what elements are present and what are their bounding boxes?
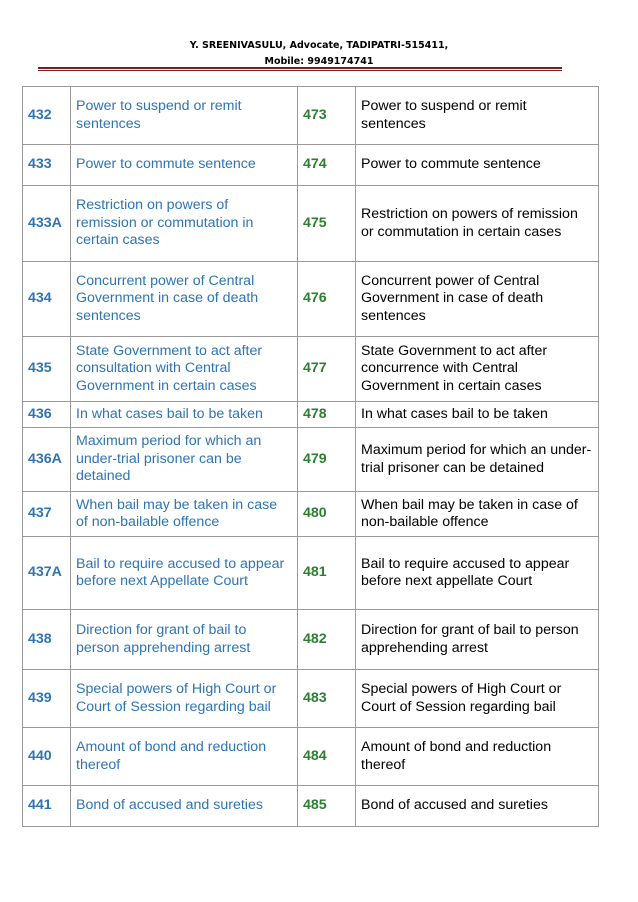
old-section-number: 432: [23, 87, 71, 145]
old-section-title: Bond of accused and sureties: [71, 786, 298, 827]
new-section-title: Amount of bond and reduction thereof: [356, 728, 599, 786]
table-row: [23, 786, 599, 827]
table-row: [23, 728, 599, 786]
new-section-number: 477: [298, 337, 356, 402]
new-section-title: Power to commute sentence: [356, 145, 599, 186]
header-divider: [38, 67, 562, 71]
new-section-number: 483: [298, 670, 356, 728]
new-section-number: 479: [298, 428, 356, 492]
old-section-title: Maximum period for which an under-trial prisoner can be detained: [71, 428, 298, 492]
table-row: [23, 610, 599, 670]
old-section-number: 433A: [23, 186, 71, 262]
new-section-number: 482: [298, 610, 356, 670]
old-section-title: Amount of bond and reduction thereof: [71, 728, 298, 786]
table-row: [23, 428, 599, 492]
new-section-number: 485: [298, 786, 356, 827]
section-comparison-table: [22, 86, 599, 827]
old-section-number: 433: [23, 145, 71, 186]
old-section-number: 441: [23, 786, 71, 827]
table-row: [23, 262, 599, 337]
new-section-title: Concurrent power of Central Government in case of death sentences: [356, 262, 599, 337]
old-section-number: 440: [23, 728, 71, 786]
old-section-title: Special powers of High Court or Court of Session regarding bail: [71, 670, 298, 728]
old-section-title: State Government to act after consultation with Central Government in certain cases: [71, 337, 298, 402]
old-section-number: 436: [23, 402, 71, 428]
new-section-number: 475: [298, 186, 356, 262]
new-section-title: Special powers of High Court or Court of Session regarding bail: [356, 670, 599, 728]
new-section-number: 476: [298, 262, 356, 337]
new-section-title: Bail to require accused to appear before next appellate Court: [356, 537, 599, 610]
old-section-title: Power to commute sentence: [71, 145, 298, 186]
old-section-number: 437A: [23, 537, 71, 610]
old-section-title: Restriction on powers of remission or commutation in certain cases: [71, 186, 298, 262]
new-section-title: Restriction on powers of remission or commutation in certain cases: [356, 186, 599, 262]
new-section-title: Power to suspend or remit sentences: [356, 87, 599, 145]
new-section-number: 484: [298, 728, 356, 786]
new-section-number: 481: [298, 537, 356, 610]
new-section-number: 473: [298, 87, 356, 145]
new-section-title: When bail may be taken in case of non-bailable offence: [356, 492, 599, 537]
new-section-title: Bond of accused and sureties: [356, 786, 599, 827]
table-row: [23, 337, 599, 402]
table-row: [23, 87, 599, 145]
old-section-number: 439: [23, 670, 71, 728]
table-row: [23, 537, 599, 610]
new-section-number: 478: [298, 402, 356, 428]
header-line-2: Mobile: 9949174741: [264, 56, 374, 67]
old-section-number: 436A: [23, 428, 71, 492]
table-row: [23, 402, 599, 428]
old-section-title: Bail to require accused to appear before next Appellate Court: [71, 537, 298, 610]
old-section-title: When bail may be taken in case of non-bailable offence: [71, 492, 298, 537]
old-section-number: 437: [23, 492, 71, 537]
header-line-1: Y. SREENIVASULU, Advocate, TADIPATRI-515411,: [189, 40, 449, 51]
table-row: [23, 492, 599, 537]
old-section-title: Direction for grant of bail to person apprehending arrest: [71, 610, 298, 670]
old-section-title: Power to suspend or remit sentences: [71, 87, 298, 145]
new-section-number: 480: [298, 492, 356, 537]
new-section-number: 474: [298, 145, 356, 186]
new-section-title: In what cases bail to be taken: [356, 402, 599, 428]
page-header: [0, 38, 638, 70]
old-section-title: In what cases bail to be taken: [71, 402, 298, 428]
new-section-title: Direction for grant of bail to person apprehending arrest: [356, 610, 599, 670]
old-section-title: Concurrent power of Central Government in case of death sentences: [71, 262, 298, 337]
old-section-number: 434: [23, 262, 71, 337]
table-row: [23, 145, 599, 186]
new-section-title: State Government to act after concurrence with Central Government in certain cases: [356, 337, 599, 402]
new-section-title: Maximum period for which an under-trial prisoner can be detained: [356, 428, 599, 492]
table-row: [23, 670, 599, 728]
table-row: [23, 186, 599, 262]
old-section-number: 435: [23, 337, 71, 402]
old-section-number: 438: [23, 610, 71, 670]
